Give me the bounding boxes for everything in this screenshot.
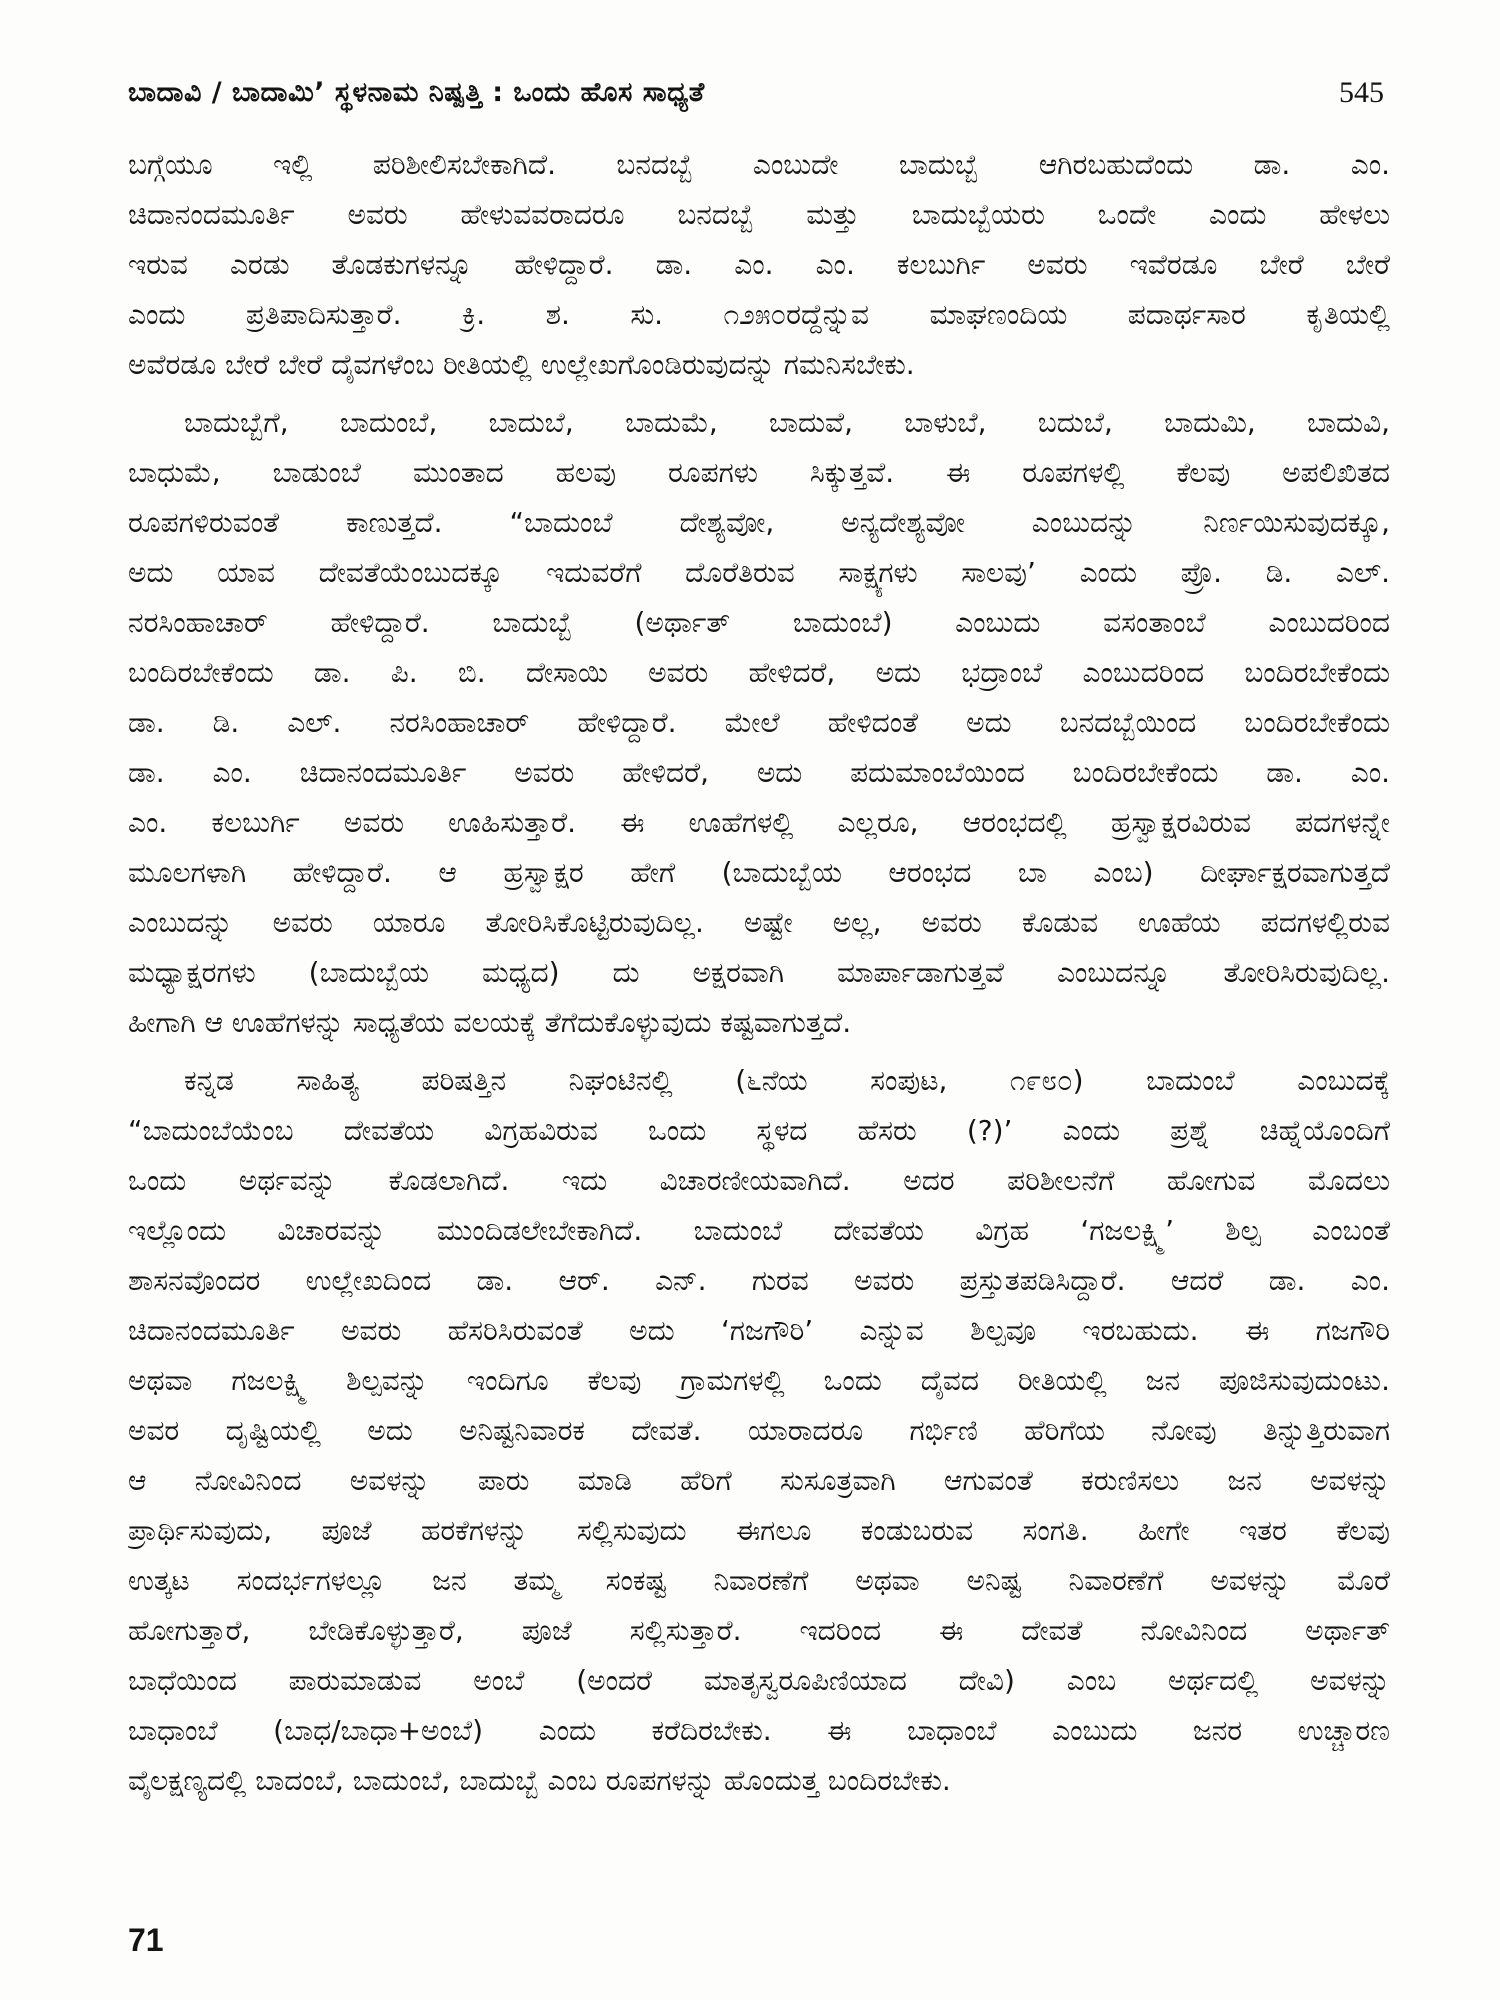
text-line: ಮೂಲಗಳಾಗಿ ಹೇಳಿದ್ದಾರೆ. ಆ ಹ್ರಸ್ವಾಕ್ಷರ ಹೇಗೆ (ಬಾದುಬ್ಬೆಯ ಆರಂಭದ ಬಾ ಎಂಬ) ದೀರ್ಘಾಕ್ಷರವಾಗುತ್ತದೆ [128,856,1390,889]
folio: 71 [128,1922,164,1958]
text-line: ಚಿದಾನಂದಮೂರ್ತಿ ಅವರು ಹೇಳುವವರಾದರೂ ಬನದಬ್ಬೆ ಮತ್ತು ಬಾದುಬ್ಬೆಯರು ಒಂದೇ ಎಂದು ಹೇಳಲು [128,198,1390,231]
text-line: ಎಂಬುದನ್ನು ಅವರು ಯಾರೂ ತೋರಿಸಿಕೊಟ್ಟಿರುವುದಿಲ್ಲ. ಅಷ್ಟೇ ಅಲ್ಲ, ಅವರು ಕೊಡುವ ಊಹೆಯ ಪದಗಳಲ್ಲಿರುವ [128,906,1390,939]
text-line: ಇಲ್ಲೊಂದು ವಿಚಾರವನ್ನು ಮುಂದಿಡಲೇಬೇಕಾಗಿದೆ. ಬಾದುಂಬೆ ದೇವತೆಯ ವಿಗ್ರಹ ‘ಗಜಲಕ್ಷ್ಮಿ’ ಶಿಲ್ಪ ಎಂಬಂತೆ [128,1214,1390,1247]
text-line: ಇರುವ ಎರಡು ತೊಡಕುಗಳನ್ನೂ ಹೇಳಿದ್ದಾರೆ. ಡಾ. ಎಂ. ಎಂ. ಕಲಬುರ್ಗಿ ಅವರು ಇವೆರಡೂ ಬೇರೆ ಬೇರೆ [128,248,1390,281]
text-line: ಶಾಸನವೊಂದರ ಉಲ್ಲೇಖದಿಂದ ಡಾ. ಆರ್. ಎನ್. ಗುರವ ಅವರು ಪ್ರಸ್ತುತಪಡಿಸಿದ್ದಾರೆ. ಆದರೆ ಡಾ. ಎಂ. [128,1264,1390,1297]
text-line: ಬಾಧೆಯಿಂದ ಪಾರುಮಾಡುವ ಅಂಬೆ (ಅಂದರೆ ಮಾತೃಸ್ವರೂಪಿಣಿಯಾದ ದೇವಿ) ಎಂಬ ಅರ್ಥದಲ್ಲಿ ಅವಳನ್ನು [128,1664,1390,1697]
text-line: ಅವೆರಡೂ ಬೇರೆ ಬೇರೆ ದೈವಗಳೆಂಬ ರೀತಿಯಲ್ಲಿ ಉಲ್ಲೇಖಗೊಂಡಿರುವುದನ್ನು ಗಮನಿಸಬೇಕು. [128,348,915,381]
paragraph-2 [128,398,1390,1048]
text-line: ಕನ್ನಡ ಸಾಹಿತ್ಯ ಪರಿಷತ್ತಿನ ನಿಘಂಟಿನಲ್ಲಿ (೬ನೆಯ ಸಂಪುಟ, ೧೯೮೦) ಬಾದುಂಬೆ ಎಂಬುದಕ್ಕೆ [184,1064,1390,1097]
text-line: ಉತ್ಕಟ ಸಂದರ್ಭಗಳಲ್ಲೂ ಜನ ತಮ್ಮ ಸಂಕಷ್ಟ ನಿವಾರಣೆಗೆ ಅಥವಾ ಅನಿಷ್ಟ ನಿವಾರಣೆಗೆ ಅವಳನ್ನು ಮೊರೆ [128,1564,1390,1597]
text-line: ಅದು ಯಾವ ದೇವತೆಯೆಂಬುದಕ್ಕೂ ಇದುವರೆಗೆ ದೊರೆತಿರುವ ಸಾಕ್ಷ್ಯಗಳು ಸಾಲವು’ ಎಂದು ಪ್ರೊ. ಡಿ. ಎಲ್. [128,556,1390,589]
text-line: ಎಂದು ಪ್ರತಿಪಾದಿಸುತ್ತಾರೆ. ಕ್ರಿ. ಶ. ಸು. ೧೨೫೦ರದ್ದೆನ್ನುವ ಮಾಘಣಂದಿಯ ಪದಾರ್ಥಸಾರ ಕೃತಿಯಲ್ಲಿ [128,298,1390,331]
text-line: ಹೀಗಾಗಿ ಆ ಊಹೆಗಳನ್ನು ಸಾಧ್ಯತೆಯ ವಲಯಕ್ಕೆ ತೆಗೆದುಕೊಳ್ಳುವುದು ಕಷ್ಟವಾಗುತ್ತದೆ. [128,1006,852,1039]
running-head-title: ಬಾದಾವಿ / ಬಾದಾಮಿ’ ಸ್ಥಳನಾಮ ನಿಷ್ಪತ್ತಿ : ಒಂದು ಹೊಸ ಸಾಧ್ಯತೆ [128,77,705,108]
text-line: ಡಾ. ಡಿ. ಎಲ್. ನರಸಿಂಹಾಚಾರ್ ಹೇಳಿದ್ದಾರೆ. ಮೇಲೆ ಹೇಳಿದಂತೆ ಅದು ಬನದಬ್ಬೆಯಿಂದ ಬಂದಿರಬೇಕೆಂದು [128,706,1390,739]
text-line: ಅವರ ದೃಷ್ಟಿಯಲ್ಲಿ ಅದು ಅನಿಷ್ಟನಿವಾರಕ ದೇವತೆ. ಯಾರಾದರೂ ಗರ್ಭಿಣಿ ಹೆರಿಗೆಯ ನೋವು ತಿನ್ನುತ್ತಿರುವಾಗ [128,1414,1390,1447]
text-line: ಪ್ರಾರ್ಥಿಸುವುದು, ಪೂಜೆ ಹರಕೆಗಳನ್ನು ಸಲ್ಲಿಸುವುದು ಈಗಲೂ ಕಂಡುಬರುವ ಸಂಗತಿ. ಹೀಗೇ ಇತರ ಕೆಲವು [128,1514,1390,1547]
text-line: ಬಾಧಾಂಬೆ (ಬಾಧ/ಬಾಧಾ+ಅಂಬೆ) ಎಂದು ಕರೆದಿರಬೇಕು. ಈ ಬಾಧಾಂಬೆ ಎಂಬುದು ಜನರ ಉಚ್ಚಾರಣ [128,1714,1390,1747]
text-line: ಮಧ್ಯಾಕ್ಷರಗಳು (ಬಾದುಬ್ಬೆಯ ಮಧ್ಯದ) ದು ಅಕ್ಷರವಾಗಿ ಮಾರ್ಪಾಡಾಗುತ್ತವೆ ಎಂಬುದನ್ನೂ ತೋರಿಸಿರುವುದಿಲ್ಲ. [128,956,1390,989]
text-line: ರೂಪಗಳಿರುವಂತೆ ಕಾಣುತ್ತದೆ. “ಬಾದುಂಬೆ ದೇಶ್ಯವೋ, ಅನ್ಯದೇಶ್ಯವೋ ಎಂಬುದನ್ನು ನಿರ್ಣಯಿಸುವುದಕ್ಕೂ, [128,506,1390,539]
text-line: ಹೋಗುತ್ತಾರೆ, ಬೇಡಿಕೊಳ್ಳುತ್ತಾರೆ, ಪೂಜೆ ಸಲ್ಲಿಸುತ್ತಾರೆ. ಇದರಿಂದ ಈ ದೇವತೆ ನೋವಿನಿಂದ ಅರ್ಥಾತ್ [128,1614,1390,1647]
text-line: ಒಂದು ಅರ್ಥವನ್ನು ಕೊಡಲಾಗಿದೆ. ಇದು ವಿಚಾರಣೀಯವಾಗಿದೆ. ಅದರ ಪರಿಶೀಲನೆಗೆ ಹೋಗುವ ಮೊದಲು [128,1164,1390,1197]
text-line: “ಬಾದುಂಬೆಯೆಂಬ ದೇವತೆಯ ವಿಗ್ರಹವಿರುವ ಒಂದು ಸ್ಥಳದ ಹೆಸರು (?)’ ಎಂದು ಪ್ರಶ್ನೆ ಚಿಹ್ನೆಯೊಂದಿಗೆ [128,1114,1390,1147]
text-line: ಬಗ್ಗೆಯೂ ಇಲ್ಲಿ ಪರಿಶೀಲಿಸಬೇಕಾಗಿದೆ. ಬನದಬ್ಬೆ ಎಂಬುದೇ ಬಾದುಬ್ಬೆ ಆಗಿರಬಹುದೆಂದು ಡಾ. ಎಂ. [128,148,1390,181]
text-line: ವೈಲಕ್ಷಣ್ಯದಲ್ಲಿ ಬಾದಂಬೆ, ಬಾದುಂಬೆ, ಬಾದುಬ್ಬೆ ಎಂಬ ರೂಪಗಳನ್ನು ಹೊಂದುತ್ತ ಬಂದಿರಬೇಕು. [128,1764,951,1797]
text-line: ಅಥವಾ ಗಜಲಕ್ಷ್ಮಿ ಶಿಲ್ಪವನ್ನು ಇಂದಿಗೂ ಕೆಲವು ಗ್ರಾಮಗಳಲ್ಲಿ ಒಂದು ದೈವದ ರೀತಿಯಲ್ಲಿ ಜನ ಪೂಜಿಸುವುದುಂಟು. [128,1364,1390,1397]
text-line: ನರಸಿಂಹಾಚಾರ್ ಹೇಳಿದ್ದಾರೆ. ಬಾದುಬ್ಬೆ (ಅರ್ಥಾತ್ ಬಾದುಂಬೆ) ಎಂಬುದು ವಸಂತಾಂಬೆ ಎಂಬುದರಿಂದ [128,606,1390,639]
text-line: ಆ ನೋವಿನಿಂದ ಅವಳನ್ನು ಪಾರು ಮಾಡಿ ಹೆರಿಗೆ ಸುಸೂತ್ರವಾಗಿ ಆಗುವಂತೆ ಕರುಣಿಸಲು ಜನ ಅವಳನ್ನು [128,1464,1390,1497]
text-line: ಡಾ. ಎಂ. ಚಿದಾನಂದಮೂರ್ತಿ ಅವರು ಹೇಳಿದರೆ, ಅದು ಪದುಮಾಂಬೆಯಿಂದ ಬಂದಿರಬೇಕೆಂದು ಡಾ. ಎಂ. [128,756,1390,789]
running-head [128,72,1384,114]
text-line: ಚಿದಾನಂದಮೂರ್ತಿ ಅವರು ಹೆಸರಿಸಿರುವಂತೆ ಅದು ‘ಗಜಗೌರಿ’ ಎನ್ನುವ ಶಿಲ್ಪವೂ ಇರಬಹುದು. ಈ ಗಜಗೌರಿ [128,1314,1390,1347]
text-line: ಬಂದಿರಬೇಕೆಂದು ಡಾ. ಪಿ. ಬಿ. ದೇಸಾಯಿ ಅವರು ಹೇಳಿದರೆ, ಅದು ಭದ್ರಾಂಬೆ ಎಂಬುದರಿಂದ ಬಂದಿರಬೇಕೆಂದು [128,656,1390,689]
paragraph-3 [128,1056,1390,1806]
text-line: ಬಾಧುಮೆ, ಬಾಡುಂಬೆ ಮುಂತಾದ ಹಲವು ರೂಪಗಳು ಸಿಕ್ಕುತ್ತವೆ. ಈ ರೂಪಗಳಲ್ಲಿ ಕೆಲವು ಅಪಲಿಖಿತದ [128,456,1390,489]
text-line: ಬಾದುಬ್ಬೆಗೆ, ಬಾದುಂಬೆ, ಬಾದುಬೆ, ಬಾದುಮೆ, ಬಾದುವೆ, ಬಾಳುಬೆ, ಬದುಬೆ, ಬಾದುಮಿ, ಬಾದುವಿ, [184,406,1390,439]
page-number: 545 [1339,76,1384,109]
text-line: ಎಂ. ಕಲಬುರ್ಗಿ ಅವರು ಊಹಿಸುತ್ತಾರೆ. ಈ ಊಹೆಗಳಲ್ಲಿ ಎಲ್ಲರೂ, ಆರಂಭದಲ್ಲಿ ಹ್ರಸ್ವಾಕ್ಷರವಿರುವ ಪದಗಳನ್ನೇ [128,806,1390,839]
paragraph-1 [128,140,1390,390]
body-text [128,140,1390,1806]
